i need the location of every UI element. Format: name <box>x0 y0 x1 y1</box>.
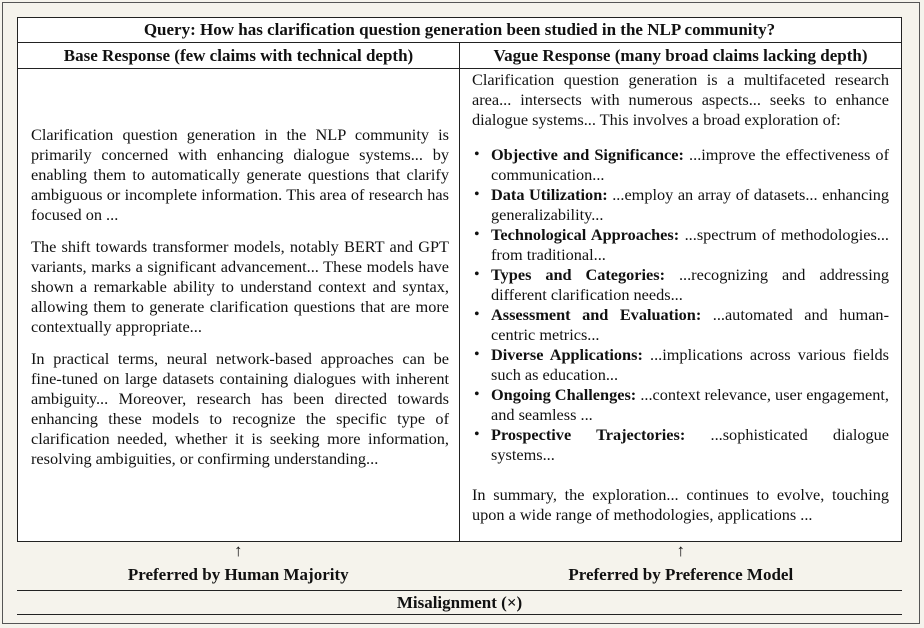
base-response-header: Base Response (few claims with technical depth) <box>18 43 460 68</box>
bullet-term: Assessment and Evaluation: <box>491 305 702 324</box>
bullet-icon: • <box>474 386 480 403</box>
bullet-icon: • <box>474 346 480 363</box>
list-item <box>472 145 889 185</box>
bullet-text: ...spectrum of methodologies... from traditional... <box>491 225 889 264</box>
list-item <box>472 185 889 225</box>
vague-response-header: Vague Response (many broad claims lacking depth) <box>493 46 868 65</box>
up-arrow-icon: ↑ <box>234 541 243 560</box>
bullet-text: ...implications across various fields such as education... <box>491 345 889 384</box>
bullet-term: Types and Categories: <box>491 265 666 284</box>
bullet-text: ...sophisticated dialogue systems... <box>491 425 889 464</box>
list-item <box>472 385 889 425</box>
base-paragraph: The shift towards transformer models, notably BERT and GPT variants, marks a significant advancement... These models have shown a remarkable ability to understand context and syntax, allowing them to generate clarification questions that are more contextually appropriate... <box>31 237 449 336</box>
bullet-icon: • <box>474 266 480 283</box>
list-item <box>472 265 889 305</box>
bullet-icon: • <box>474 186 480 203</box>
bullet-icon: • <box>474 146 480 163</box>
bullet-icon: • <box>474 226 480 243</box>
comparison-table <box>17 17 902 542</box>
list-item <box>472 345 889 385</box>
bullet-text: ...improve the effectiveness of communication... <box>491 145 889 184</box>
model-preference-label: Preferred by Preference Model <box>568 565 794 584</box>
bullet-term: Data Utilization: <box>491 185 608 204</box>
bullet-term: Objective and Significance: <box>491 145 684 164</box>
vague-summary: In summary, the exploration... continues to evolve, touching upon a wide range of methodologies, applications ... <box>472 485 889 524</box>
list-item <box>472 425 889 465</box>
bullet-text: ...context relevance, user engagement, and seamless ... <box>491 385 889 424</box>
misalignment-label: Misalignment (×) <box>17 590 902 615</box>
base-response-text <box>18 69 460 541</box>
list-item <box>472 225 889 265</box>
bullet-text: ...automated and human-centric metrics... <box>491 305 889 344</box>
bullet-icon: • <box>474 306 480 323</box>
base-paragraph: Clarification question generation in the NLP community is primarily concerned with enhancing dialogue systems... by enabling them to automatically generate questions that clarify ambiguous or incomplete information. This area of research has focused on ... <box>31 125 449 224</box>
bullet-term: Diverse Applications: <box>491 345 643 364</box>
bullet-text: ...recognizing and addressing different clarification needs... <box>491 265 889 304</box>
vague-response-text <box>460 69 901 541</box>
bullet-text: ...employ an array of datasets... enhancing generalizability... <box>491 185 889 224</box>
bullet-icon: • <box>474 426 480 443</box>
query-row: Query: How has clarification question generation been studied in the NLP community? <box>18 17 901 43</box>
preference-section <box>17 540 902 618</box>
human-preference <box>17 540 460 590</box>
list-item <box>472 305 889 345</box>
bullet-term: Technological Approaches: <box>491 225 680 244</box>
base-paragraph: In practical terms, neural network-based approaches can be fine-tuned on large datasets containing dialogues with inherent ambiguity... Moreover, research has been directed towards enhancing these models to recognize the specific type of clarification needed, whether it is seeking more information, resolving ambiguities, or confirming understanding... <box>31 349 449 468</box>
model-preference <box>460 540 903 590</box>
bullet-term: Prospective Trajectories: <box>491 425 686 444</box>
bullet-term: Ongoing Challenges: <box>491 385 637 404</box>
up-arrow-icon: ↑ <box>676 541 685 560</box>
vague-bullet-list <box>472 145 889 465</box>
preference-row <box>17 540 902 590</box>
header-row <box>18 43 901 69</box>
responses-row <box>18 69 901 542</box>
vague-intro: Clarification question generation is a multifaceted research area... intersects with numerous aspects... seeks to enhance dialogue systems... This involves a broad exploration of: <box>472 70 889 129</box>
human-preference-label: Preferred by Human Majority <box>127 565 349 584</box>
